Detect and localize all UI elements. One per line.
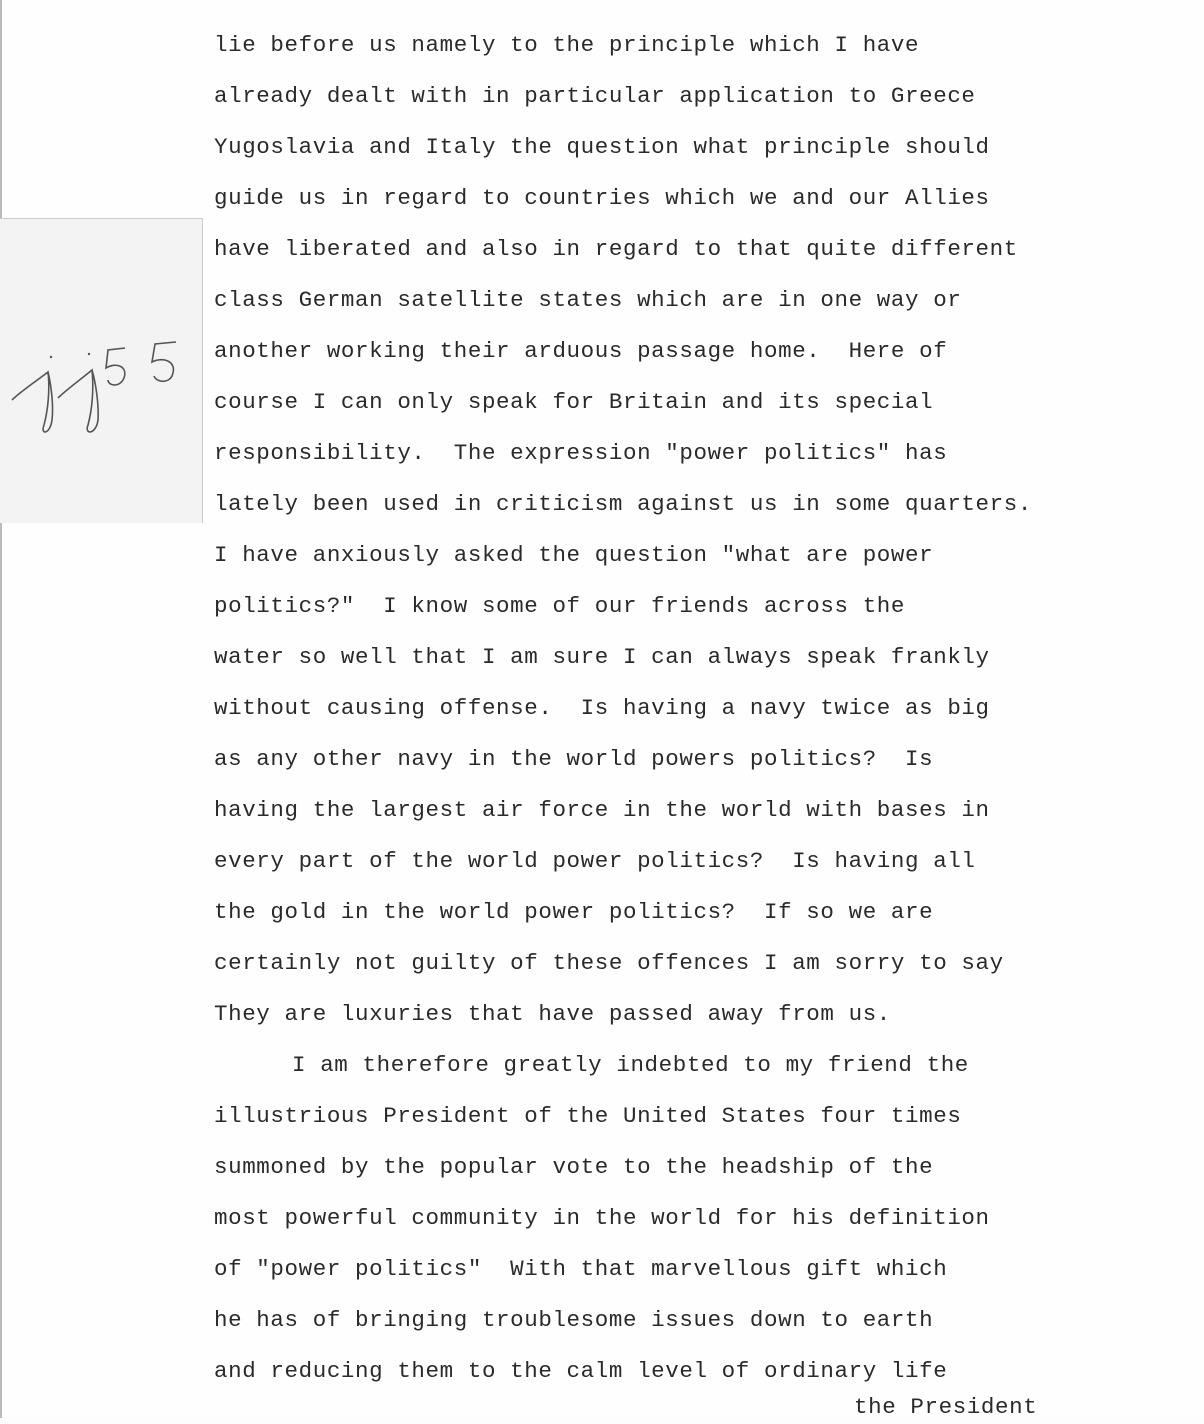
text-line: of "power politics" With that marvellous gift which <box>214 1256 948 1282</box>
text-line: the President <box>854 1394 1038 1420</box>
text-line: I have anxiously asked the question "what are power <box>214 542 934 568</box>
text-line: having the largest air force in the world with bases in <box>214 797 990 823</box>
text-line: summoned by the popular vote to the headship of the <box>214 1154 934 1180</box>
text-line: lately been used in criticism against us in some quarters. <box>214 491 1032 517</box>
text-line: every part of the world power politics? Is having all <box>214 848 976 874</box>
text-line: Yugoslavia and Italy the question what principle should <box>214 134 990 160</box>
text-line: lie before us namely to the principle which I have <box>214 32 920 58</box>
text-line: water so well that I am sure I can always speak frankly <box>214 644 990 670</box>
text-line: the gold in the world power politics? If so we are <box>214 899 934 925</box>
text-line: certainly not guilty of these offences I am sorry to say <box>214 950 1004 976</box>
text-line: and reducing them to the calm level of ordinary life <box>214 1358 948 1384</box>
text-line: class German satellite states which are in one way or <box>214 287 962 313</box>
text-line: guide us in regard to countries which we and our Allies <box>214 185 990 211</box>
text-line: have liberated and also in regard to that quite different <box>214 236 1018 262</box>
text-line: responsibility. The expression "power politics" has <box>214 440 948 466</box>
text-line: politics?" I know some of our friends across the <box>214 593 906 619</box>
text-line: most powerful community in the world for his definition <box>214 1205 990 1231</box>
text-line: I am therefore greatly indebted to my friend the <box>292 1052 969 1078</box>
text-line: without causing offense. Is having a navy twice as big <box>214 695 990 721</box>
text-line: already dealt with in particular application to Greece <box>214 83 976 109</box>
handwritten-annotation <box>0 310 200 460</box>
text-line: another working their arduous passage home. Here of <box>214 338 948 364</box>
text-line: as any other navy in the world powers politics? Is <box>214 746 934 772</box>
text-line: illustrious President of the United States four times <box>214 1103 962 1129</box>
text-line: he has of bringing troublesome issues down to earth <box>214 1307 934 1333</box>
text-line: course I can only speak for Britain and its special <box>214 389 934 415</box>
text-line: They are luxuries that have passed away from us. <box>214 1001 891 1027</box>
page-edge <box>0 0 2 1418</box>
